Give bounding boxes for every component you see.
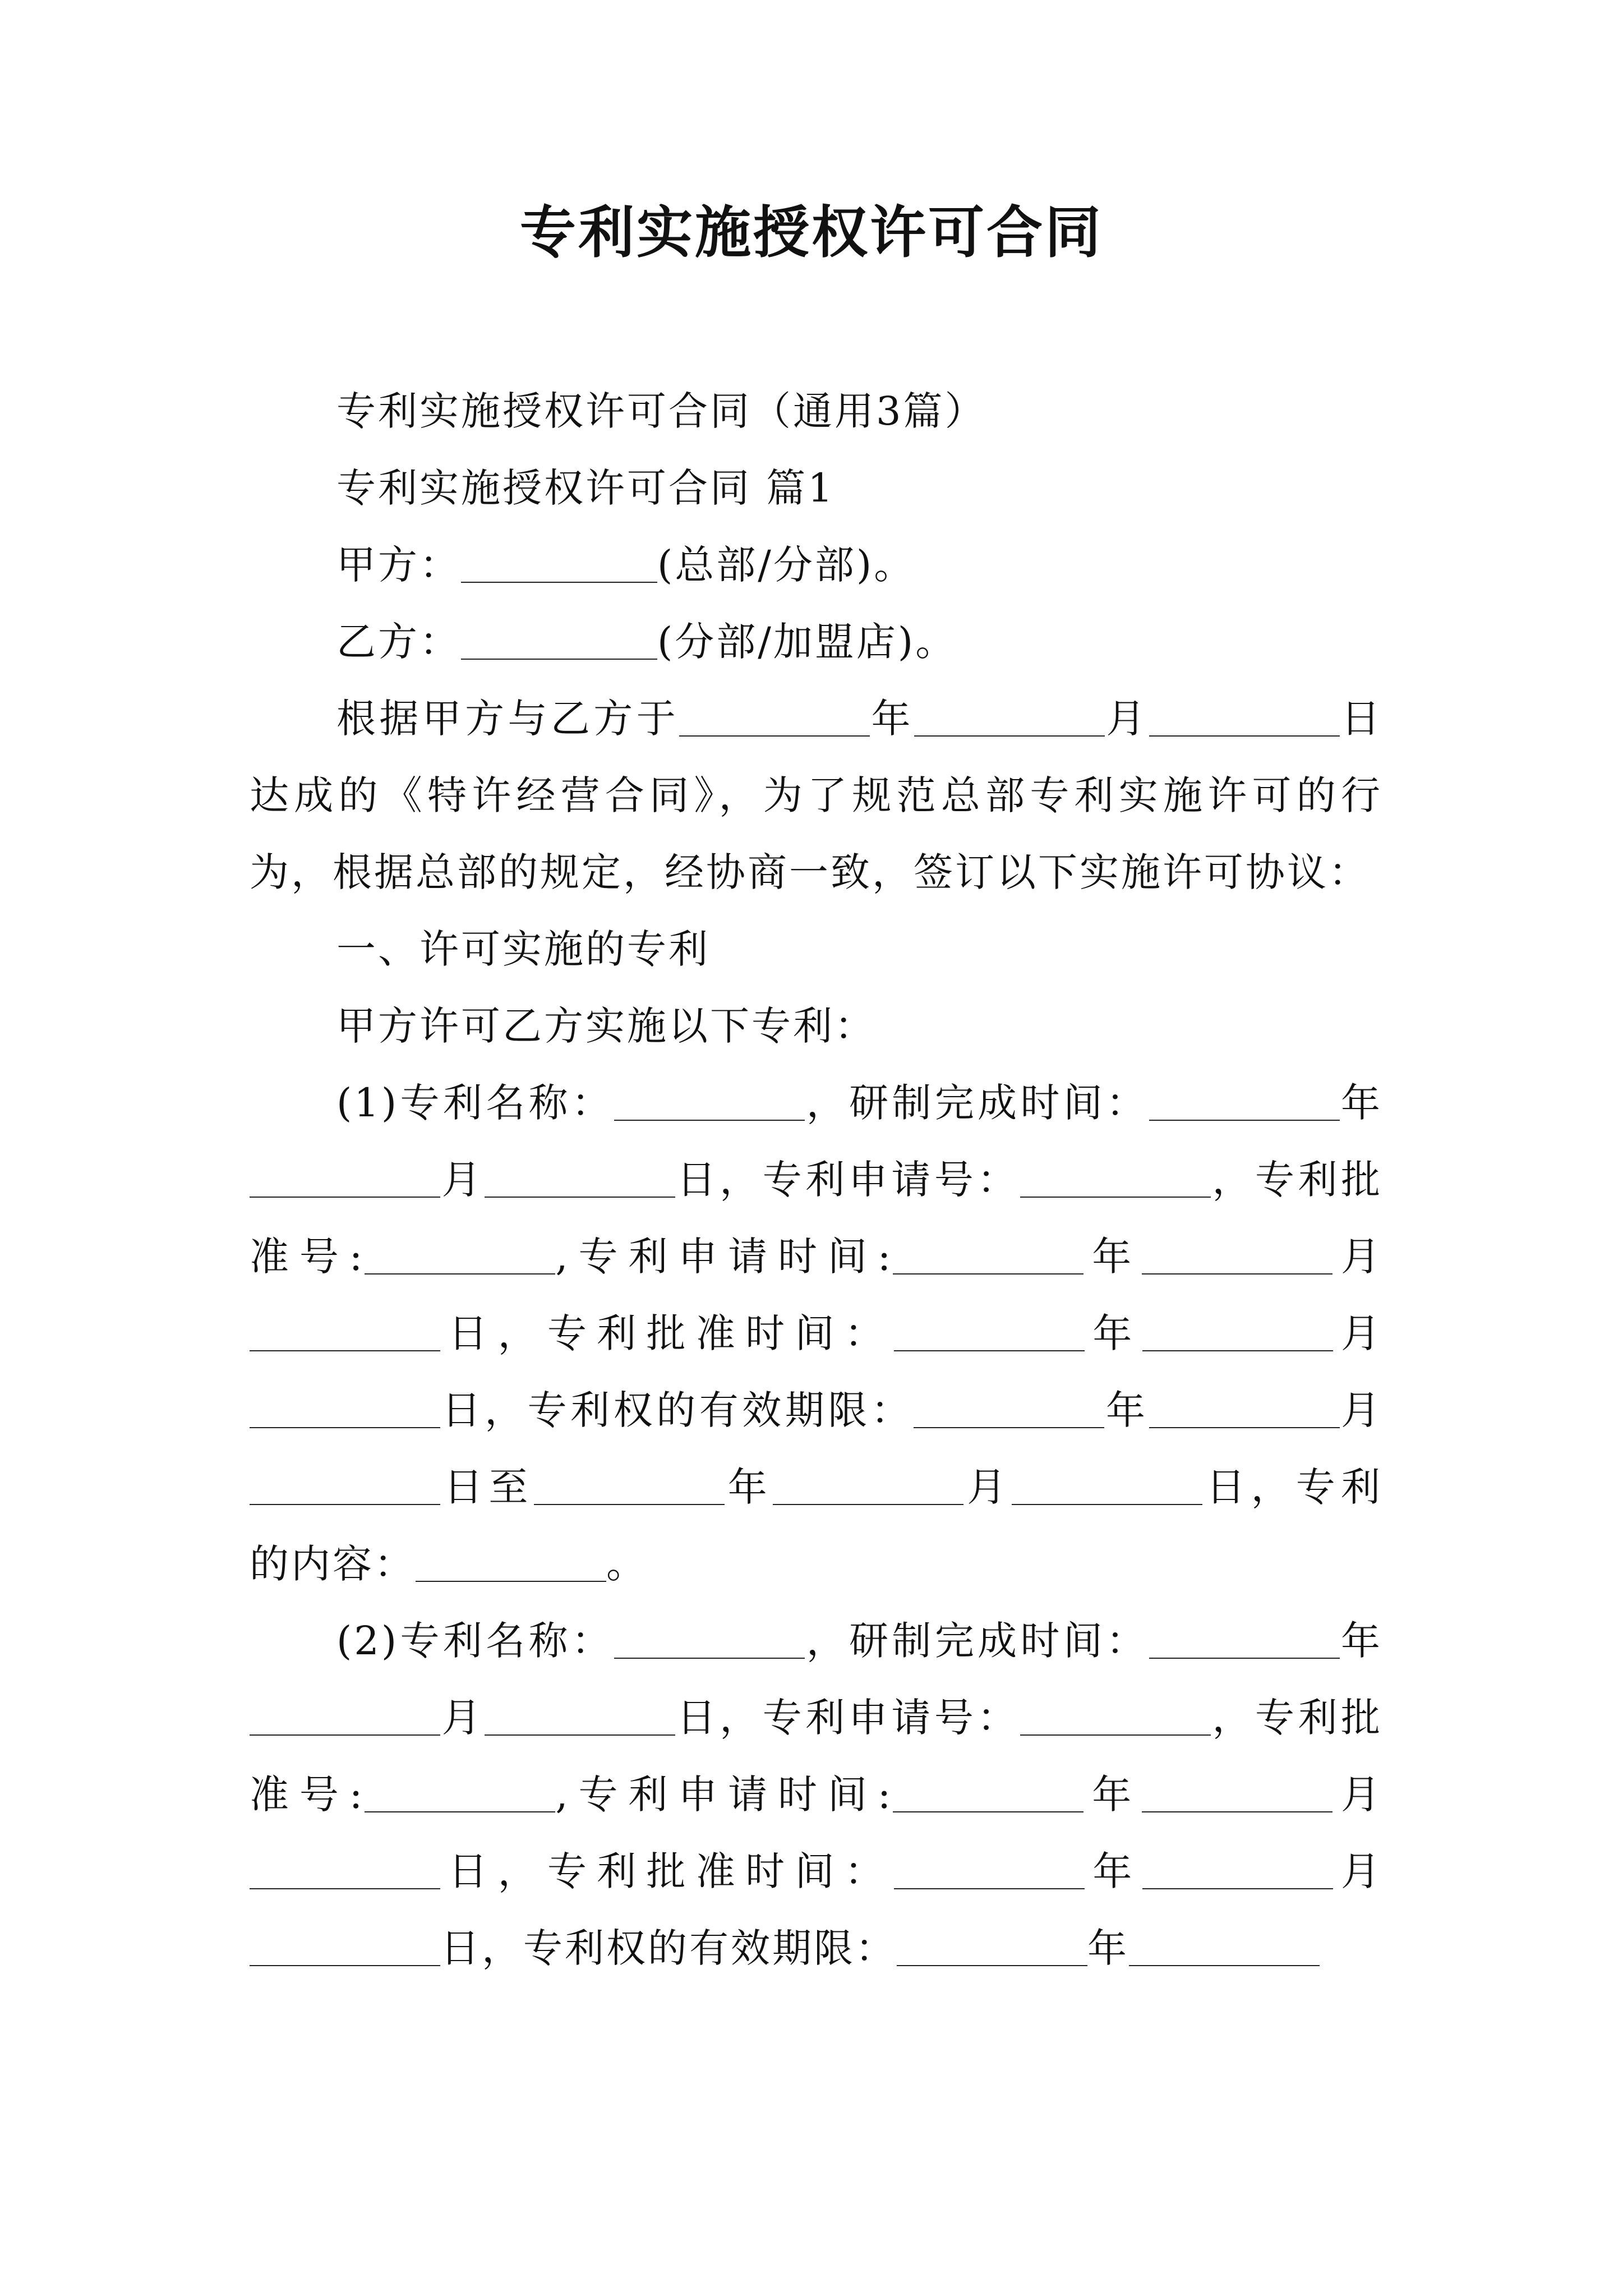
field-label: 年 [1339, 1618, 1383, 1664]
blank-field[interactable] [914, 1388, 1104, 1428]
blank-field[interactable] [250, 1157, 440, 1198]
blank-field[interactable] [1142, 1234, 1332, 1274]
field-label: ， [1210, 1695, 1255, 1741]
blank-field[interactable] [1020, 1157, 1211, 1198]
field-label: 专利名称： [399, 1080, 615, 1126]
field-label: 日至 [440, 1464, 534, 1510]
document-body [250, 373, 1382, 1987]
field-label: 月 [1339, 1387, 1383, 1433]
item-number: (1) [336, 1080, 399, 1126]
blank-field[interactable] [773, 1465, 963, 1505]
party-a-line [250, 527, 1382, 604]
field-label: ,专利申请时间: [555, 1772, 893, 1818]
blank-field[interactable] [534, 1465, 725, 1505]
field-label: 年 [1104, 1387, 1149, 1433]
field-label: 日， [440, 1925, 523, 1971]
field-label: 年 [1085, 1848, 1142, 1894]
intro-paragraph [250, 680, 1382, 911]
party-b-suffix: (分部/加盟店)。 [657, 619, 957, 665]
blank-field[interactable] [250, 1311, 440, 1351]
party-b-label: 乙方： [336, 619, 461, 665]
heading-part-1: 专利实施授权许可合同 篇1 [336, 465, 835, 511]
field-label: 专利批准号: [250, 1695, 1383, 1818]
blank-field[interactable] [1142, 1311, 1333, 1351]
blank-field[interactable] [250, 1388, 440, 1428]
field-label: 专利的内容： [250, 1464, 1383, 1587]
field-label: ,专利申请时间: [555, 1234, 893, 1280]
blank-field[interactable] [679, 696, 870, 737]
field-label: 月 [963, 1464, 1012, 1510]
blank-field[interactable] [250, 1465, 440, 1505]
field-label: 日， [675, 1157, 763, 1203]
field-label: 专利批准时间： [547, 1848, 895, 1894]
field-label: 月 [1332, 1848, 1383, 1894]
party-a-suffix: (总部/分部)。 [657, 542, 916, 588]
blank-field[interactable] [416, 1542, 606, 1582]
field-label: 专利权的有效期限： [527, 1387, 914, 1433]
party-a-label: 甲方： [336, 542, 461, 588]
blank-field[interactable] [893, 1772, 1083, 1812]
blank-field[interactable] [1149, 1080, 1340, 1121]
blank-field[interactable] [461, 542, 657, 583]
field-label: 月 [1332, 1234, 1383, 1280]
year-text: 年 [870, 696, 914, 742]
field-label: 日， [440, 1848, 547, 1894]
blank-field[interactable] [1142, 1772, 1332, 1812]
field-label: ， [1210, 1157, 1255, 1203]
month-text: 月 [1104, 696, 1149, 742]
blank-field[interactable] [1012, 1465, 1202, 1505]
field-label: 月 [440, 1695, 485, 1741]
section-heading: 一、许可实施的专利 [336, 926, 710, 972]
field-label: 日， [440, 1387, 528, 1433]
blank-field[interactable] [461, 619, 657, 660]
field-label: 专利申请号： [762, 1695, 1020, 1741]
blank-field[interactable] [614, 1618, 805, 1659]
field-label: 月 [1332, 1310, 1383, 1356]
patent-item-2 [250, 1603, 1382, 1987]
blank-field[interactable] [1129, 1926, 1320, 1966]
blank-field[interactable] [250, 1926, 440, 1966]
field-label: 。 [606, 1541, 648, 1587]
field-label: 年 [1083, 1772, 1142, 1818]
blank-field[interactable] [897, 1926, 1087, 1966]
blank-field[interactable] [894, 1311, 1085, 1351]
field-label: ，研制完成时间： [805, 1618, 1149, 1664]
field-label: 日， [675, 1695, 763, 1741]
field-label: 年 [1083, 1234, 1142, 1280]
blank-field[interactable] [1149, 1618, 1340, 1659]
heading-general: 专利实施授权许可合同（通用3篇） [336, 388, 986, 434]
blank-field[interactable] [485, 1157, 675, 1198]
blank-field[interactable] [914, 696, 1105, 737]
patent-item-1 [250, 1065, 1382, 1603]
blank-field[interactable] [250, 1849, 440, 1889]
field-label: 年 [1339, 1080, 1383, 1126]
item-number: (2) [336, 1618, 399, 1664]
field-label: 专利权的有效期限： [523, 1925, 897, 1971]
blank-field[interactable] [365, 1234, 555, 1274]
document-title: 专利实施授权许可合同 [520, 200, 1103, 265]
field-label: 专利批准时间： [547, 1310, 895, 1356]
party-b-line [250, 604, 1382, 680]
field-label: 日， [1202, 1464, 1296, 1510]
blank-field[interactable] [893, 1234, 1083, 1274]
blank-field[interactable] [614, 1080, 805, 1121]
blank-field[interactable] [485, 1695, 675, 1736]
intro-text: 日达成的《特许经营合同》，为了规范总部专利实施许可的行为，根据总部的规定，经协商一致，签订以下实施许可协议： [250, 696, 1383, 895]
blank-field[interactable] [1149, 1388, 1340, 1428]
field-label: ，研制完成时间： [805, 1080, 1149, 1126]
field-label: 年 [1087, 1925, 1129, 1971]
field-label: 年 [1085, 1310, 1142, 1356]
field-label: 日， [440, 1310, 547, 1356]
section-lead: 甲方许可乙方实施以下专利： [336, 1003, 876, 1049]
field-label: 月 [1332, 1772, 1383, 1818]
intro-text: 根据甲方与乙方于 [336, 696, 680, 742]
blank-field[interactable] [250, 1695, 440, 1736]
blank-field[interactable] [1149, 696, 1340, 737]
field-label: 月 [440, 1157, 485, 1203]
blank-field[interactable] [365, 1772, 555, 1812]
blank-field[interactable] [1142, 1849, 1333, 1889]
field-label: 专利批准号: [250, 1157, 1383, 1280]
field-label: 专利名称： [399, 1618, 615, 1664]
field-label: 专利申请号： [762, 1157, 1020, 1203]
blank-field[interactable] [894, 1849, 1085, 1889]
field-label: 年 [724, 1464, 773, 1510]
blank-field[interactable] [1020, 1695, 1211, 1736]
